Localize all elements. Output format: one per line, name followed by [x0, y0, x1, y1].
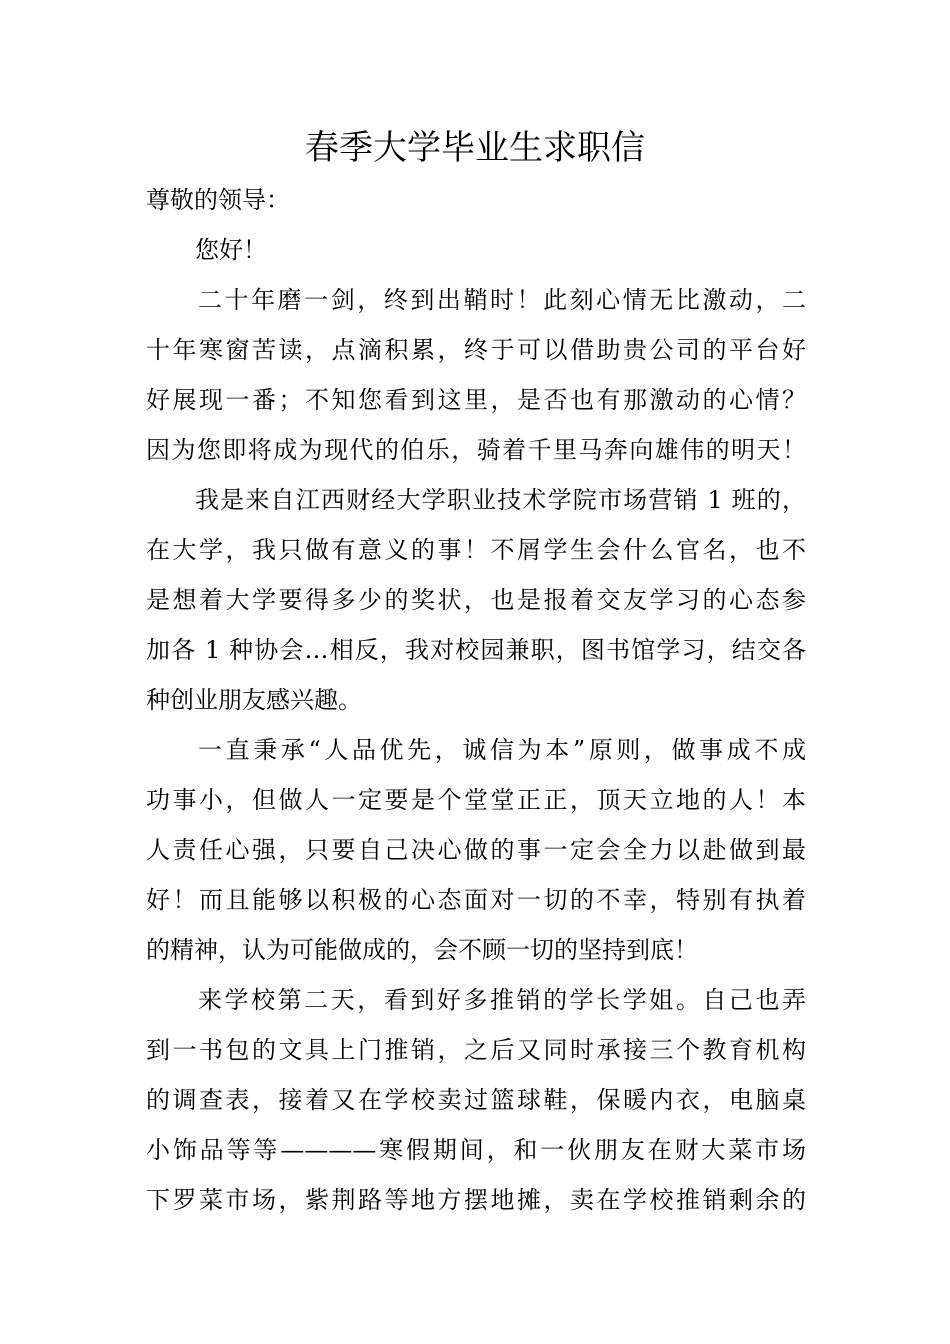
paragraph-2-line-2: 在大学，我只做有意义的事！不屑学生会什么官名，也不 — [146, 536, 806, 564]
paragraph-2-line-5: 种创业朋友感兴趣。 — [146, 686, 362, 714]
paragraph-4-line-3: 的调查表，接着又在学校卖过篮球鞋，保暖内衣，电脑桌 — [146, 1086, 806, 1114]
greeting: 您好！ — [195, 236, 267, 264]
paragraph-1-line-2: 十年寒窗苦读，点滴积累，终于可以借助贵公司的平台好 — [146, 336, 806, 364]
paragraph-1-line-3: 好展现一番；不知您看到这里，是否也有那激动的心情？ — [146, 386, 806, 414]
paragraph-4-line-2: 到一书包的文具上门推销，之后又同时承接三个教育机构 — [146, 1036, 806, 1064]
paragraph-3-line-1: 一直秉承“人品优先，诚信为本”原则，做事成不成 — [198, 736, 806, 764]
paragraph-4-line-5: 下罗菜市场，紫荆路等地方摆地摊，卖在学校推销剩余的 — [146, 1186, 806, 1214]
paragraph-3-line-5: 的精神，认为可能做成的，会不顾一切的坚持到底！ — [146, 936, 698, 964]
paragraph-1-line-4: 因为您即将成为现代的伯乐，骑着千里马奔向雄伟的明天！ — [146, 436, 806, 464]
salutation: 尊敬的领导： — [146, 186, 290, 214]
paragraph-1-line-1: 二十年磨一剑，终到出鞘时！此刻心情无比激动，二 — [198, 286, 806, 314]
paragraph-2-line-1: 我是来自江西财经大学职业技术学院市场营销 1 班的， — [195, 486, 806, 514]
paragraph-4-line-1: 来学校第二天，看到好多推销的学长学姐。自己也弄 — [198, 986, 806, 1014]
paragraph-3-line-4: 好！而且能够以积极的心态面对一切的不幸，特别有执着 — [146, 886, 806, 914]
paragraph-3-line-3: 人责任心强，只要自己决心做的事一定会全力以赴做到最 — [146, 836, 806, 864]
letter-title: 春季大学毕业生求职信 — [305, 128, 645, 168]
paragraph-2-line-3: 是想着大学要得多少的奖状，也是报着交友学习的心态参 — [146, 586, 806, 614]
paragraph-2-line-4: 加各 1 种协会…相反，我对校园兼职，图书馆学习，结交各 — [146, 636, 806, 664]
paragraph-3-line-2: 功事小，但做人一定要是个堂堂正正，顶天立地的人！本 — [146, 786, 806, 814]
paragraph-4-line-4: 小饰品等等————寒假期间，和一伙朋友在财大菜市场 — [146, 1136, 806, 1164]
